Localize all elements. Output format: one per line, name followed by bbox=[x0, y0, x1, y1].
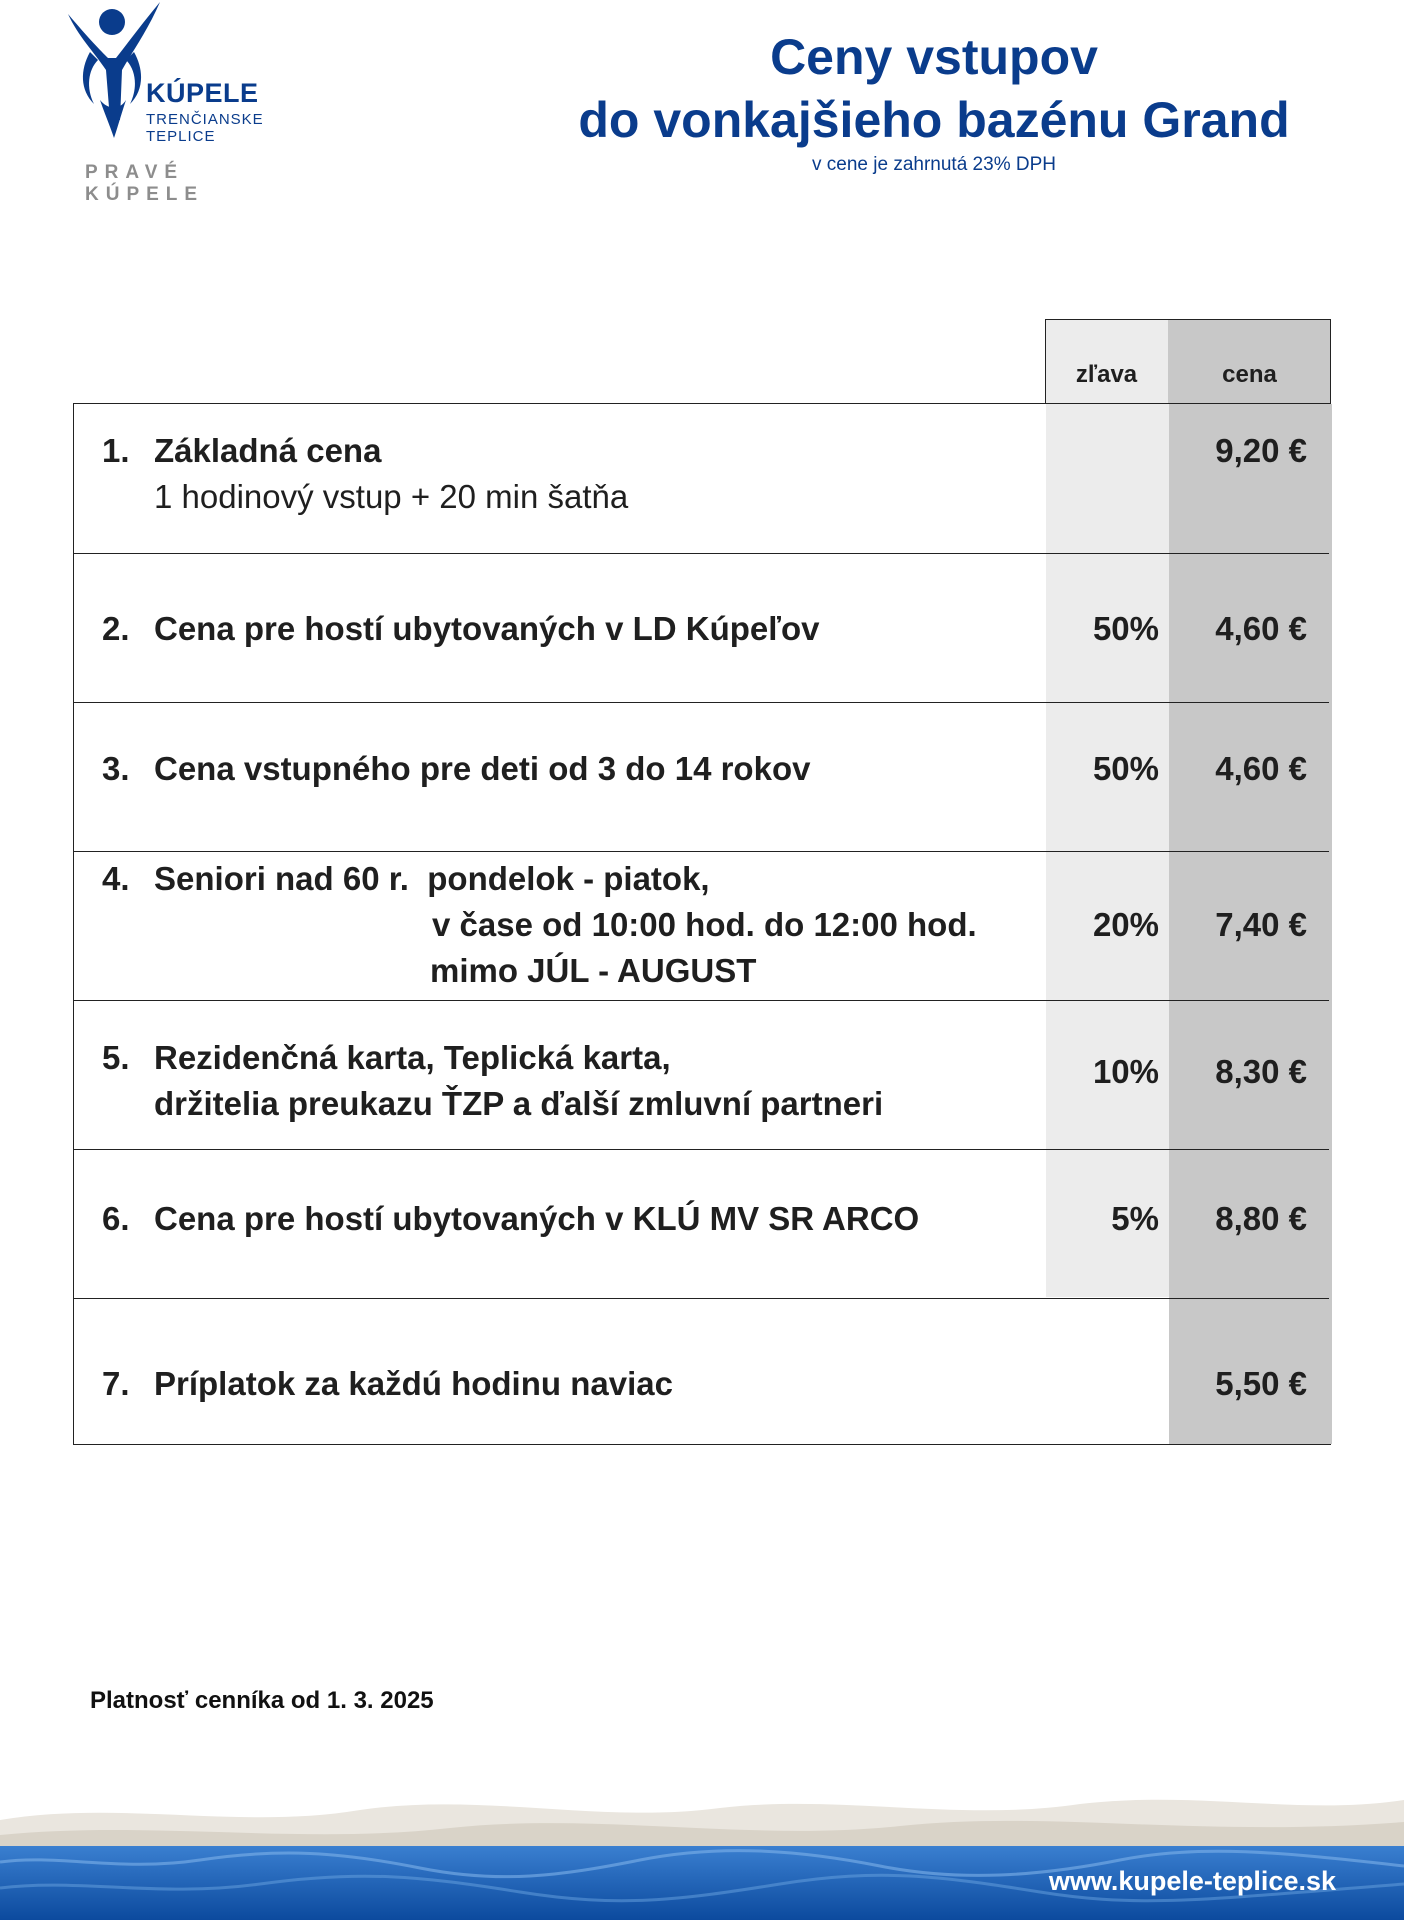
table-row bbox=[74, 553, 1329, 702]
logo-name: KÚPELE bbox=[146, 78, 259, 108]
row-title: Základná cena bbox=[154, 432, 382, 469]
row-price: 9,20 € bbox=[1215, 432, 1307, 469]
logo-tagline: PRAVÉ KÚPELE bbox=[85, 162, 205, 205]
logo-subtitle: TRENČIANSKE bbox=[146, 111, 264, 128]
page-title-line-2: do vonkajšieho bazénu Grand bbox=[578, 92, 1290, 148]
row-price: 8,30 € bbox=[1215, 1053, 1307, 1090]
vat-note: v cene je zahrnutá 23% DPH bbox=[812, 154, 1056, 175]
row-discount: 10% bbox=[1092, 1053, 1159, 1090]
table-row bbox=[74, 702, 1329, 851]
row-discount: 5% bbox=[1111, 1200, 1159, 1237]
row-discount: 20% bbox=[1092, 906, 1159, 943]
website-link[interactable]: www.kupele-teplice.sk bbox=[1048, 1866, 1336, 1896]
page-title-line-1: Ceny vstupov bbox=[770, 29, 1098, 85]
page-header bbox=[520, 28, 1348, 176]
logo-subtitle-2: TEPLICE bbox=[146, 128, 216, 145]
row-number: 7. bbox=[102, 1365, 130, 1402]
column-header-border bbox=[1045, 319, 1331, 403]
row-description: v čase od 10:00 hod. do 12:00 hod. bbox=[432, 906, 977, 943]
row-number: 3. bbox=[102, 750, 130, 787]
validity-note: Platnosť cenníka od 1. 3. 2025 bbox=[90, 1687, 434, 1714]
column-header-discount: zľava bbox=[1045, 319, 1168, 403]
row-number: 4. bbox=[102, 860, 130, 897]
table-row bbox=[74, 1149, 1329, 1298]
row-price: 4,60 € bbox=[1215, 750, 1307, 787]
row-description: 1 hodinový vstup + 20 min šatňa bbox=[154, 478, 629, 515]
table-body bbox=[73, 403, 1331, 1445]
row-price: 5,50 € bbox=[1215, 1365, 1307, 1402]
row-number: 5. bbox=[102, 1039, 130, 1076]
column-header-price: cena bbox=[1168, 319, 1331, 403]
spa-logo bbox=[60, 0, 290, 205]
water-wave-decoration bbox=[0, 1780, 1404, 1920]
row-description-2: mimo JÚL - AUGUST bbox=[430, 952, 757, 989]
row-number: 6. bbox=[102, 1200, 130, 1237]
row-title: Rezidenčná karta, Teplická karta, bbox=[154, 1039, 671, 1076]
row-title: Seniori nad 60 r. pondelok - piatok, bbox=[154, 860, 710, 897]
row-title: Cena vstupného pre deti od 3 do 14 rokov bbox=[154, 750, 811, 787]
row-price: 8,80 € bbox=[1215, 1200, 1307, 1237]
price-table bbox=[73, 319, 1331, 1445]
row-price: 7,40 € bbox=[1215, 906, 1307, 943]
row-description: držitelia preukazu ŤZP a ďalší zmluvní partneri bbox=[154, 1085, 884, 1122]
row-title: Cena pre hostí ubytovaných v LD Kúpeľov bbox=[154, 610, 820, 647]
row-number: 1. bbox=[102, 432, 130, 469]
table-row bbox=[74, 1000, 1329, 1149]
row-title: Cena pre hostí ubytovaných v KLÚ MV SR ARCO bbox=[154, 1200, 920, 1237]
row-discount: 50% bbox=[1092, 750, 1159, 787]
row-price: 4,60 € bbox=[1215, 610, 1307, 647]
row-discount: 50% bbox=[1092, 610, 1159, 647]
table-row bbox=[74, 1298, 1329, 1447]
table-row bbox=[74, 851, 1329, 1000]
table-row bbox=[74, 404, 1329, 553]
row-title: Príplatok za každú hodinu naviac bbox=[154, 1365, 673, 1402]
row-number: 2. bbox=[102, 610, 130, 647]
